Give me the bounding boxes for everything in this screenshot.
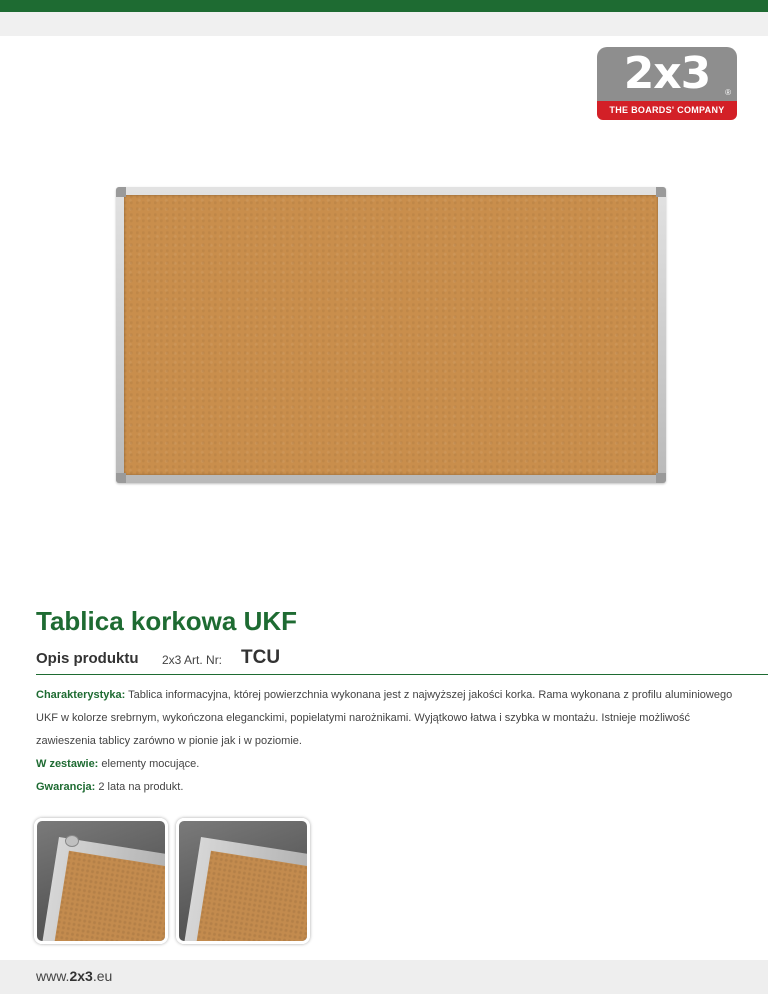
product-description [36, 684, 736, 799]
url-suffix: .eu [92, 968, 113, 984]
board-corner [116, 187, 126, 197]
registered-mark: ® [725, 88, 731, 97]
set-paragraph [36, 753, 736, 776]
product-image-cork-board [116, 187, 666, 483]
art-number-label: 2x3 Art. Nr: [162, 653, 223, 667]
url-brand: 2x3 [69, 968, 93, 984]
frame-detail [34, 837, 168, 944]
section-divider [36, 674, 768, 675]
logo-mark-panel [597, 47, 737, 101]
footer [0, 960, 768, 994]
set-label: W zestawie: [36, 758, 99, 770]
website-url[interactable] [36, 968, 112, 984]
top-accent-bar [0, 0, 768, 12]
cork-surface [124, 195, 658, 475]
product-subheading [36, 647, 736, 671]
cork-detail [188, 851, 310, 944]
cork-detail [46, 851, 168, 944]
detail-photo-corner [176, 818, 310, 944]
board-corner [116, 473, 126, 483]
section-label: Opis produktu [36, 650, 139, 667]
frame-detail [176, 837, 310, 944]
board-corner [656, 473, 666, 483]
art-number: TCU [241, 647, 281, 668]
warranty-paragraph [36, 776, 736, 799]
product-title: Tablica korkowa UKF [36, 606, 298, 636]
mounting-bracket-icon [65, 835, 79, 847]
warranty-text: 2 lata na produkt. [98, 781, 184, 793]
board-corner [656, 187, 666, 197]
header-band [0, 12, 768, 36]
characteristics-paragraph [36, 684, 736, 753]
warranty-label: Gwarancja: [36, 781, 96, 793]
brand-logo [597, 47, 737, 120]
logo-mark: 2x3 [623, 48, 711, 99]
url-prefix: www. [36, 968, 70, 984]
set-text: elementy mocujące. [101, 758, 200, 770]
detail-photo-mounting [34, 818, 168, 944]
characteristics-label: Charakterystyka: [36, 689, 126, 701]
logo-tagline: THE BOARDS' COMPANY [597, 101, 737, 120]
characteristics-text: Tablica informacyjna, której powierzchnia wykonana jest z najwyższej jakości korka. Rama wykonana z profilu aluminiowego UKF w kolorze srebrnym, wykończona eleganckimi, popielatymi narożnikami. Wyjątkowo łatwa i szybka w montażu. Istnieje możliwość zawieszenia tablicy zarówno w pionie jak i w poziomie. [36, 689, 733, 747]
